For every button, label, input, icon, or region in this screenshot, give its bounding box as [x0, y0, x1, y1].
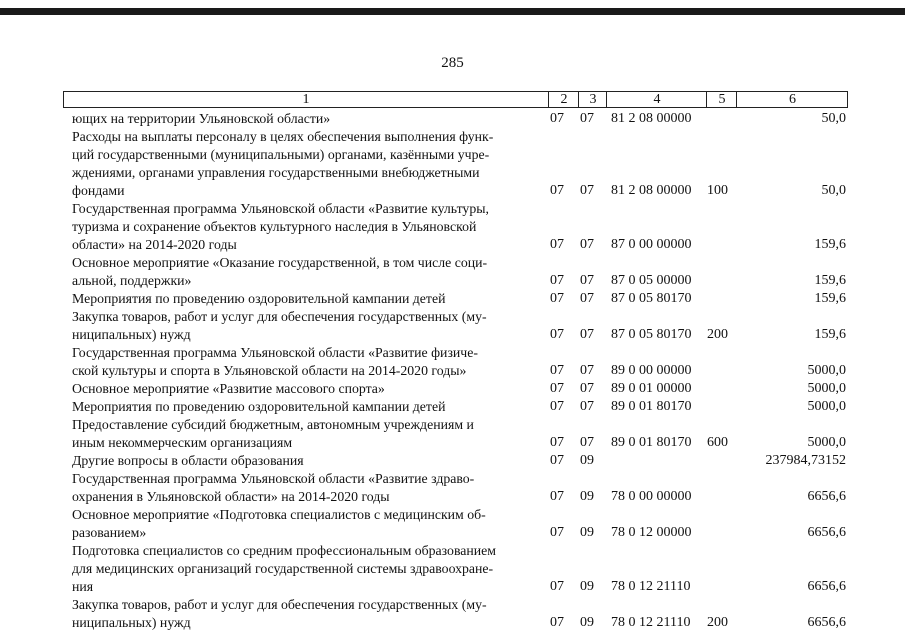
cell-c2: 07 [550, 381, 564, 396]
cell-c2: 07 [550, 615, 564, 630]
cell-c6: 50,0 [821, 111, 846, 126]
table-header [63, 91, 848, 108]
cell-c3: 09 [580, 525, 594, 540]
table-row [0, 398, 905, 416]
description-line: Предоставление субсидий бюджетным, автономным учреждениям и [72, 417, 474, 432]
description-line: ждениями, органами управления государственными внебюджетными [72, 165, 480, 180]
top-border-bar [0, 8, 905, 15]
cell-c3: 07 [580, 399, 594, 414]
cell-c6: 6656,6 [807, 579, 846, 594]
row-description [72, 344, 542, 380]
table-row [0, 416, 905, 452]
description-line: области» на 2014-2020 годы [72, 237, 237, 252]
table-row [0, 344, 905, 380]
description-line: Мероприятия по проведению оздоровительной кампании детей [72, 399, 446, 414]
description-line: фондами [72, 183, 125, 198]
cell-c3: 07 [580, 381, 594, 396]
cell-c5: 200 [707, 327, 728, 342]
cell-c6: 5000,0 [807, 399, 846, 414]
cell-c4: 78 0 12 21110 [611, 615, 691, 630]
row-description [72, 308, 542, 344]
row-description [72, 398, 542, 416]
header-col-6: 6 [736, 92, 848, 107]
description-line: ющих на территории Ульяновской области» [72, 111, 331, 126]
description-line: ния [72, 579, 94, 594]
description-line: Государственная программа Ульяновской области «Развитие здраво- [72, 471, 475, 486]
cell-c3: 07 [580, 111, 594, 126]
table-row [0, 542, 905, 596]
cell-c6: 159,6 [814, 273, 846, 288]
description-line: охранения в Ульяновской области» на 2014-2020 годы [72, 489, 390, 504]
description-line: Расходы на выплаты персоналу в целях обеспечения выполнения функ- [72, 129, 494, 144]
description-line: Мероприятия по проведению оздоровительной кампании детей [72, 291, 446, 306]
cell-c2: 07 [550, 327, 564, 342]
cell-c6: 6656,6 [807, 525, 846, 540]
table-row [0, 110, 905, 128]
table-row [0, 200, 905, 254]
cell-c4: 81 2 08 00000 [611, 183, 692, 198]
table-row [0, 506, 905, 542]
description-line: Подготовка специалистов со средним профессиональным образованием [72, 543, 497, 558]
row-description [72, 542, 542, 596]
cell-c2: 07 [550, 579, 564, 594]
description-line: для медицинских организаций государственной системы здравоохране- [72, 561, 494, 576]
header-col-2: 2 [548, 92, 579, 107]
cell-c2: 07 [550, 435, 564, 450]
cell-c2: 07 [550, 399, 564, 414]
cell-c5: 200 [707, 615, 728, 630]
cell-c5: 100 [707, 183, 728, 198]
cell-c4: 78 0 12 21110 [611, 579, 691, 594]
header-col-4: 4 [606, 92, 707, 107]
cell-c3: 07 [580, 183, 594, 198]
cell-c2: 07 [550, 111, 564, 126]
cell-c4: 89 0 00 00000 [611, 363, 692, 378]
description-line: иным некоммерческим организациям [72, 435, 293, 450]
cell-c4: 87 0 05 00000 [611, 273, 692, 288]
cell-c3: 09 [580, 579, 594, 594]
row-description [72, 380, 542, 398]
cell-c4: 89 0 01 80170 [611, 399, 692, 414]
cell-c3: 07 [580, 363, 594, 378]
cell-c2: 07 [550, 453, 564, 468]
table-row [0, 452, 905, 470]
cell-c6: 5000,0 [807, 363, 846, 378]
description-line: ций государственными (муниципальными) органами, казёнными учре- [72, 147, 490, 162]
cell-c3: 09 [580, 615, 594, 630]
table-row [0, 470, 905, 506]
cell-c3: 09 [580, 489, 594, 504]
cell-c4: 87 0 00 00000 [611, 237, 692, 252]
cell-c4: 89 0 01 80170 [611, 435, 692, 450]
row-description [72, 200, 542, 254]
cell-c6: 159,6 [814, 237, 846, 252]
description-line: Закупка товаров, работ и услуг для обеспечения государственных (му- [72, 597, 487, 612]
description-line: альной, поддержки» [72, 273, 192, 288]
table-row [0, 308, 905, 344]
row-description [72, 452, 542, 470]
cell-c2: 07 [550, 237, 564, 252]
table-row [0, 254, 905, 290]
description-line: разованием» [72, 525, 147, 540]
cell-c2: 07 [550, 273, 564, 288]
cell-c2: 07 [550, 363, 564, 378]
cell-c2: 07 [550, 183, 564, 198]
description-line: Основное мероприятие «Развитие массового спорта» [72, 381, 385, 396]
description-line: Основное мероприятие «Подготовка специалистов с медицинским об- [72, 507, 486, 522]
header-col-3: 3 [578, 92, 607, 107]
header-col-1: 1 [302, 92, 310, 107]
row-description [72, 506, 542, 542]
row-description [72, 596, 542, 632]
table-row [0, 380, 905, 398]
cell-c3: 07 [580, 291, 594, 306]
cell-c3: 07 [580, 237, 594, 252]
cell-c4: 78 0 00 00000 [611, 489, 692, 504]
table-body [0, 110, 905, 632]
description-line: Основное мероприятие «Оказание государственной, в том числе соци- [72, 255, 488, 270]
table-row [0, 128, 905, 200]
cell-c4: 81 2 08 00000 [611, 111, 692, 126]
cell-c2: 07 [550, 525, 564, 540]
description-line: туризма и сохранение объектов культурного наследия в Ульяновской [72, 219, 477, 234]
cell-c2: 07 [550, 489, 564, 504]
cell-c3: 07 [580, 327, 594, 342]
header-col-5: 5 [706, 92, 737, 107]
cell-c5: 600 [707, 435, 728, 450]
cell-c6: 159,6 [814, 291, 846, 306]
table-row [0, 290, 905, 308]
row-description [72, 470, 542, 506]
cell-c6: 6656,6 [807, 489, 846, 504]
cell-c6: 5000,0 [807, 435, 846, 450]
cell-c4: 87 0 05 80170 [611, 291, 692, 306]
cell-c6: 6656,6 [807, 615, 846, 630]
page-number: 285 [441, 55, 464, 71]
cell-c4: 89 0 01 00000 [611, 381, 692, 396]
row-description [72, 416, 542, 452]
table-row [0, 596, 905, 632]
row-description [72, 110, 542, 128]
description-line: ниципальных) нужд [72, 615, 191, 630]
cell-c3: 09 [580, 453, 594, 468]
description-line: Государственная программа Ульяновской области «Развитие физиче- [72, 345, 478, 360]
cell-c3: 07 [580, 435, 594, 450]
cell-c2: 07 [550, 291, 564, 306]
description-line: ниципальных) нужд [72, 327, 191, 342]
description-line: ской культуры и спорта в Ульяновской области на 2014-2020 годы» [72, 363, 467, 378]
cell-c6: 5000,0 [807, 381, 846, 396]
cell-c4: 78 0 12 00000 [611, 525, 692, 540]
description-line: Государственная программа Ульяновской области «Развитие культуры, [72, 201, 489, 216]
row-description [72, 128, 542, 200]
cell-c4: 87 0 05 80170 [611, 327, 692, 342]
cell-c6: 159,6 [814, 327, 846, 342]
cell-c6: 50,0 [821, 183, 846, 198]
row-description [72, 290, 542, 308]
cell-c6: 237984,73152 [765, 453, 846, 468]
description-line: Закупка товаров, работ и услуг для обеспечения государственных (му- [72, 309, 487, 324]
row-description [72, 254, 542, 290]
description-line: Другие вопросы в области образования [72, 453, 304, 468]
cell-c3: 07 [580, 273, 594, 288]
